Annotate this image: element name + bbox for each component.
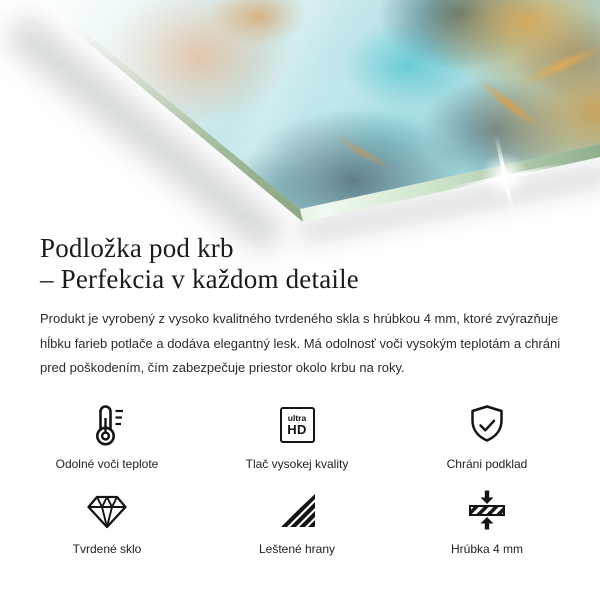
feature-heat-resistant bbox=[12, 399, 202, 471]
feature-protects-surface bbox=[392, 399, 582, 471]
product-description: Produkt je vyrobený z vysoko kvalitného tvrdeného skla s hrúbkou 4 mm, ktoré zvýrazňuje hĺbku farieb potlače a dodáva elegantný lesk. Má odolnosť voči vysokým teplotám a chráni pred poškodením, čím zabezpečuje priestor okolo krbu na roky. bbox=[40, 311, 561, 375]
feature-label: Chráni podklad bbox=[446, 457, 528, 471]
feature-label: Tvrdené sklo bbox=[72, 542, 142, 556]
polished-edges-icon bbox=[274, 484, 320, 536]
thermometer-icon bbox=[84, 399, 130, 451]
product-hero-image bbox=[0, 0, 600, 232]
feature-label: Leštené hrany bbox=[258, 542, 336, 556]
page-title bbox=[40, 233, 359, 295]
feature-thickness bbox=[392, 484, 582, 556]
feature-polished-edges bbox=[202, 484, 392, 556]
uhd-text-top: ultra bbox=[287, 413, 307, 423]
title-line-1: Podložka pod krb bbox=[40, 233, 234, 263]
feature-label: Odolné voči teplote bbox=[55, 457, 159, 471]
uhd-text-bottom: HD bbox=[287, 422, 307, 437]
title-line-2: – Perfekcia v každom detaile bbox=[40, 264, 359, 294]
shield-check-icon bbox=[464, 399, 510, 451]
feature-print-quality bbox=[202, 399, 392, 471]
feature-label: Hrúbka 4 mm bbox=[450, 542, 524, 556]
thickness-icon bbox=[464, 484, 510, 536]
feature-grid bbox=[12, 399, 582, 556]
ultra-hd-icon bbox=[280, 399, 315, 451]
diamond-icon bbox=[83, 484, 131, 536]
feature-tempered-glass bbox=[12, 484, 202, 556]
feature-label: Tlač vysokej kvality bbox=[245, 457, 349, 471]
